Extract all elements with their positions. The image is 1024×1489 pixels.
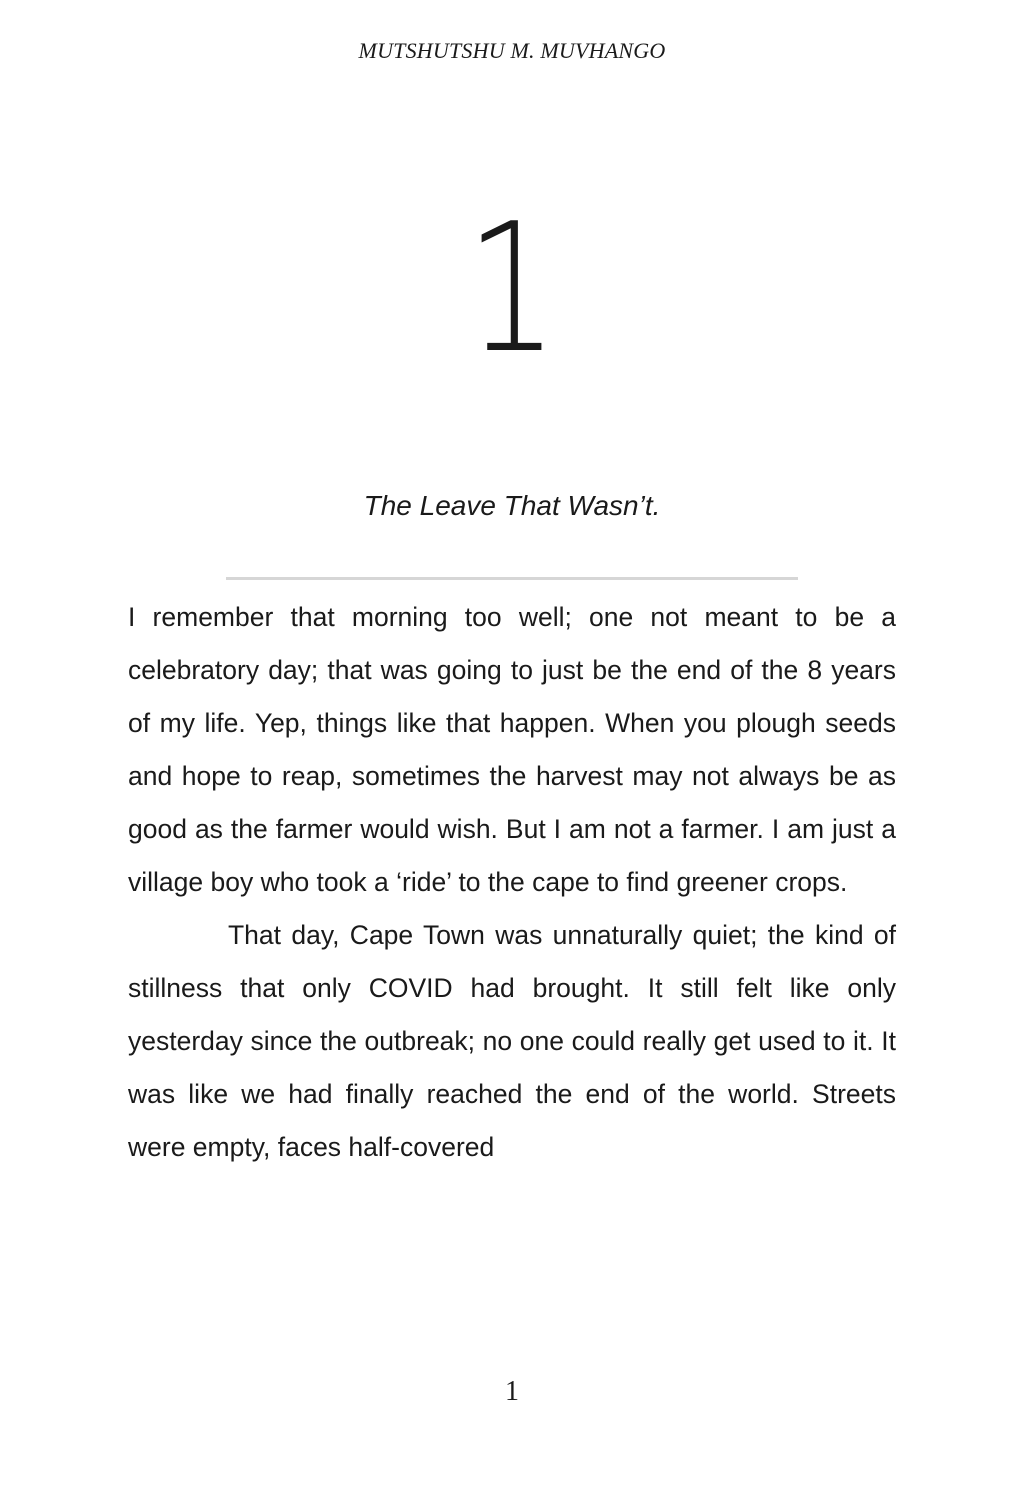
chapter-title: The Leave That Wasn’t.: [363, 490, 661, 521]
page-number: 1: [505, 1376, 519, 1407]
body-text: [128, 591, 896, 1174]
running-header-author: MUTSHUTSHU M. MUVHANGO: [358, 38, 666, 63]
chapter-number: 1: [465, 185, 559, 392]
paragraph-1: I remember that morning too well; one not meant to be a celebratory day; that was going to just be the end of the 8 years of my life. Yep, things like that happen. When you plough seeds and hope to reap, sometimes the harvest may not always be as good as the farmer would wish. But I am not a farmer. I am just a village boy who took a ‘ride’ to the cape to find greener crops.: [128, 602, 896, 897]
paragraph-2: That day, Cape Town was unnaturally quiet; the kind of stillness that only COVID had brought. It still felt like only yesterday since the outbreak; no one could really get used to it. It was like we had finally reached the end of the world. Streets were empty, faces half-covered: [128, 920, 896, 1162]
title-divider: [226, 577, 798, 580]
